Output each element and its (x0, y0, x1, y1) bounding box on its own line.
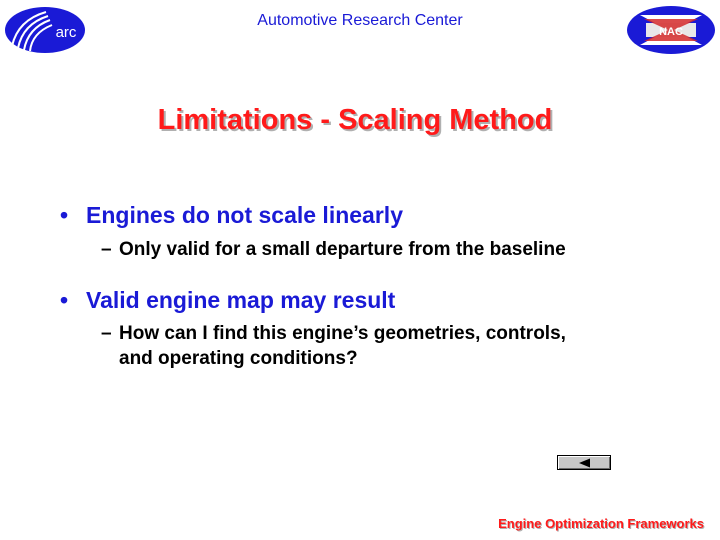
sub-bullet-item (101, 237, 566, 262)
arc-logo-text: arc (55, 24, 77, 41)
nac-logo-graphic (626, 5, 716, 55)
nac-logo (626, 5, 716, 55)
slide-title: Limitations - Scaling Method (157, 104, 553, 136)
sub-bullet-text-line-1: How can I find this engine’s geometries, controls, (119, 323, 566, 344)
nac-logo-text: NAC (659, 26, 683, 38)
sub-bullet-symbol: – (101, 239, 112, 260)
bullet-symbol: • (60, 287, 69, 313)
sub-bullet-text-line-2: and operating conditions? (119, 348, 358, 369)
bullet-text: Engines do not scale linearly (86, 202, 403, 228)
footer-label: Engine Optimization Frameworks (498, 516, 704, 531)
back-arrow-icon (578, 458, 592, 468)
sub-bullet-symbol: – (101, 323, 112, 344)
sub-bullet-text: Only valid for a small departure from the baseline (119, 239, 566, 260)
back-button[interactable] (557, 455, 611, 470)
bullet-symbol: • (60, 202, 69, 228)
sub-bullet-item (101, 321, 566, 371)
bullet-item (60, 202, 403, 229)
bullet-text: Valid engine map may result (86, 287, 396, 313)
bullet-item (60, 287, 395, 314)
header-title: Automotive Research Center (257, 12, 463, 29)
